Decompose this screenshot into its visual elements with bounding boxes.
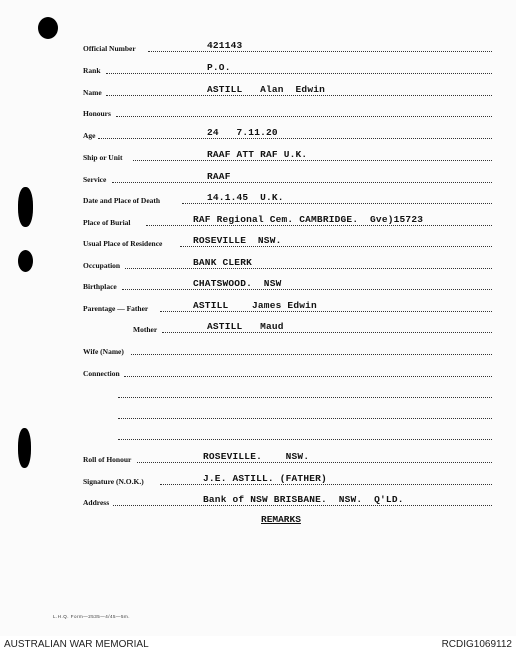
value-mother: ASTILL Maud [207, 321, 284, 332]
dotted-line [122, 289, 492, 290]
value-signature: J.E. ASTILL. (FATHER) [203, 473, 327, 484]
dotted-line [160, 311, 492, 312]
label-rank: Rank [83, 66, 101, 75]
row-service [0, 167, 516, 187]
row-honours [0, 101, 516, 121]
dotted-line [133, 160, 492, 161]
row-name [0, 80, 516, 100]
dotted-line [106, 95, 492, 96]
label-signature: Signature (N.O.K.) [83, 477, 144, 486]
row-official-number [0, 36, 516, 56]
row-age [0, 123, 516, 143]
label-mother: Mother [133, 325, 158, 334]
label-official-number: Official Number [83, 44, 136, 53]
label-address: Address [83, 498, 110, 507]
value-father: ASTILL James Edwin [193, 300, 317, 311]
footer-record-id: RCDIG1069112 [441, 639, 512, 650]
value-place-of-burial: RAF Regional Cem. CAMBRIDGE. Gve)15723 [193, 214, 424, 225]
label-father: Parentage — Father [83, 304, 149, 313]
row-connection [0, 361, 516, 381]
footer-bar [0, 636, 516, 653]
dotted-line [182, 203, 492, 204]
label-place-of-burial: Place of Burial [83, 218, 131, 227]
row-occupation [0, 253, 516, 273]
row-signature [0, 469, 516, 489]
connection-line-4 [118, 439, 492, 440]
value-roll-of-honour: ROSEVILLE. NSW. [203, 451, 310, 462]
label-age: Age [83, 131, 96, 140]
connection-line-2 [118, 397, 492, 398]
dotted-line [112, 182, 492, 183]
label-occupation: Occupation [83, 261, 121, 270]
label-service: Service [83, 175, 107, 184]
value-ship-or-unit: RAAF ATT RAF U.K. [207, 149, 308, 160]
label-honours: Honours [83, 109, 111, 118]
value-birthplace: CHATSWOOD. NSW [193, 278, 282, 289]
form-code: L.H.Q. Form—2535—4/45—5m. [53, 614, 131, 619]
label-connection: Connection [83, 369, 120, 378]
row-father [0, 296, 516, 316]
label-usual-residence: Usual Place of Residence [83, 239, 163, 248]
row-usual-residence [0, 231, 516, 251]
dotted-line [148, 51, 492, 52]
value-official-number: 421143 [207, 40, 243, 51]
label-wife: Wife (Name) [83, 347, 124, 356]
row-date-place-of-death [0, 188, 516, 208]
value-name: ASTILL Alan Edwin [207, 84, 326, 95]
dotted-line [146, 225, 492, 226]
row-mother [0, 317, 516, 337]
dotted-line [180, 246, 492, 247]
dotted-line [125, 268, 492, 269]
value-rank: P.O. [207, 62, 231, 73]
row-ship-or-unit [0, 145, 516, 165]
label-birthplace: Birthplace [83, 282, 117, 291]
row-address [0, 490, 516, 510]
remarks-heading: REMARKS [261, 514, 301, 525]
dotted-line [98, 138, 492, 139]
label-roll-of-honour: Roll of Honour [83, 455, 132, 464]
value-service: RAAF [207, 171, 231, 182]
dotted-line [106, 73, 492, 74]
label-ship-or-unit: Ship or Unit [83, 153, 123, 162]
row-rank [0, 58, 516, 78]
label-date-place-of-death: Date and Place of Death [83, 196, 161, 205]
footer-archive-name: AUSTRALIAN WAR MEMORIAL [4, 639, 149, 650]
value-date-place-of-death: 14.1.45 U.K. [207, 192, 284, 203]
dotted-line [131, 354, 492, 355]
dotted-line [137, 462, 492, 463]
connection-line-3 [118, 418, 492, 419]
dotted-line [113, 505, 492, 506]
dotted-line [116, 116, 492, 117]
dotted-line [124, 376, 492, 377]
row-wife [0, 339, 516, 359]
row-place-of-burial [0, 210, 516, 230]
label-name: Name [83, 88, 102, 97]
value-usual-residence: ROSEVILLE NSW. [193, 235, 282, 246]
row-roll-of-honour [0, 447, 516, 467]
value-address: Bank of NSW BRISBANE. NSW. Q'LD. [203, 494, 404, 505]
row-birthplace [0, 274, 516, 294]
dotted-line [162, 332, 492, 333]
value-occupation: BANK CLERK [193, 257, 253, 268]
value-age: 24 7.11.20 [207, 127, 278, 138]
dotted-line [160, 484, 492, 485]
